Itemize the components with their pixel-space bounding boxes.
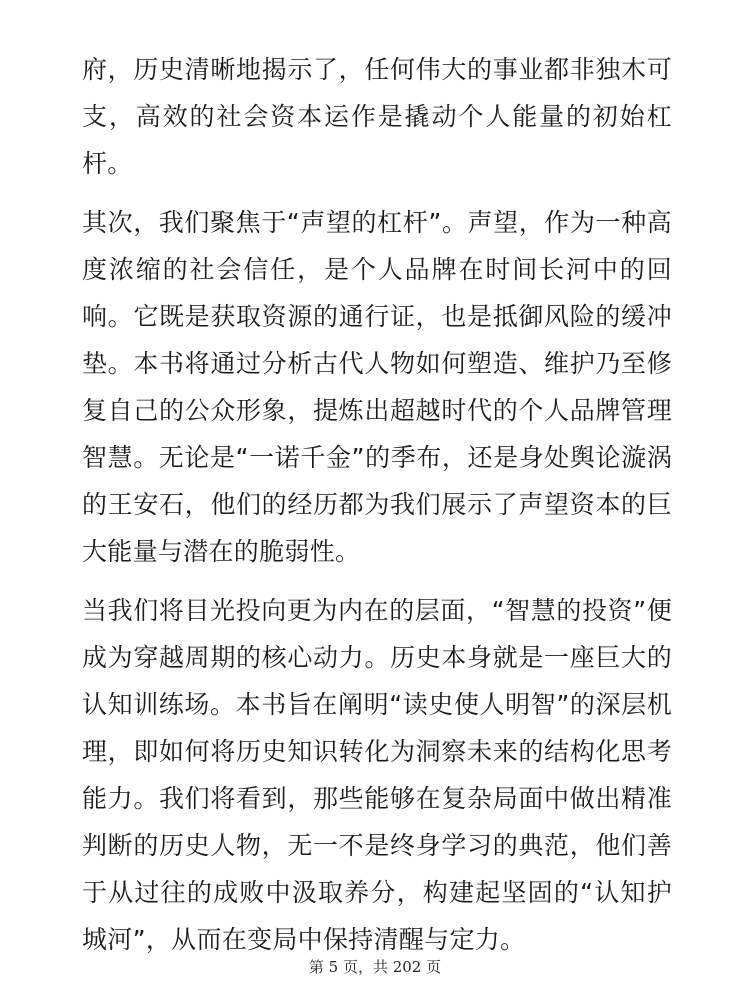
body-text bbox=[82, 46, 672, 975]
paragraph-2: 其次，我们聚焦于“声望的杠杆”。声望，作为一种高度浓缩的社会信任，是个人品牌在时间长河中的回响。它既是获取资源的通行证，也是抵御风险的缓冲垫。本书将通过分析古代人物如何塑造、维护乃至修复自己的公众形象，提炼出超越时代的个人品牌管理智慧。无论是“一诺千金”的季布，还是身处舆论漩涡的王安石，他们的经历都为我们展示了声望资本的巨大能量与潜在的脆弱性。 bbox=[82, 208, 672, 566]
paragraph-3: 当我们将目光投向更为内在的层面，“智慧的投资”便成为穿越周期的核心动力。历史本身就是一座巨大的认知训练场。本书旨在阐明“读史使人明智”的深层机理，即如何将历史知识转化为洞察未来的结构化思考能力。我们将看到，那些能够在复杂局面中做出精准判断的历史人物，无一不是终身学习的典范，他们善于从过往的成败中汲取养分，构建起坚固的“认知护城河”，从而在变局中保持清醒与定力。 bbox=[82, 596, 672, 954]
paragraph-1: 府，历史清晰地揭示了，任何伟大的事业都非独木可支，高效的社会资本运作是撬动个人能量的初始杠杆。 bbox=[82, 55, 672, 178]
page-footer: 第 5 页，共 202 页 bbox=[308, 958, 442, 976]
